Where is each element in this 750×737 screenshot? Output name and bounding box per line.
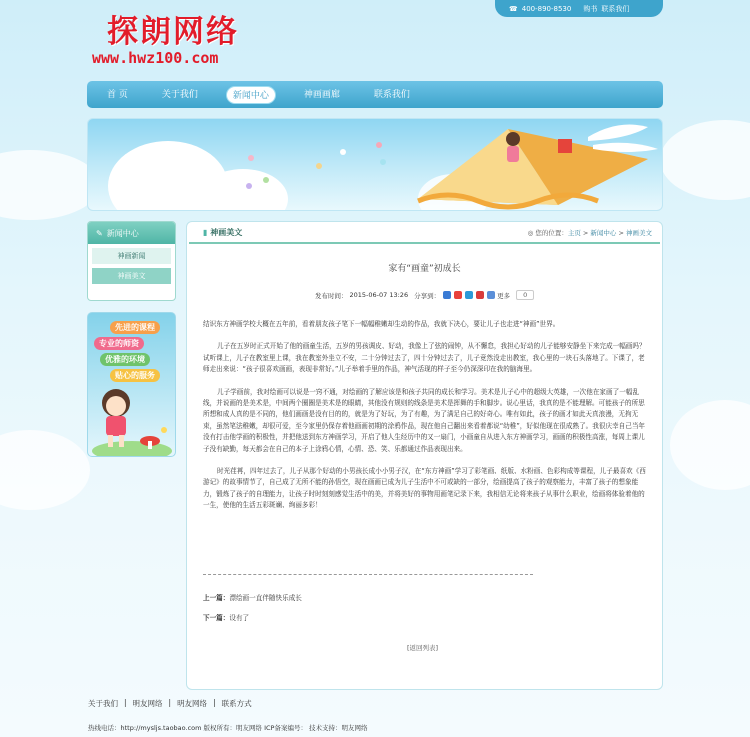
next-label: 下一篇： [203, 614, 230, 622]
back-to-list-link[interactable]: [返回列表] [407, 644, 439, 652]
footer-link-partner-2[interactable]: 明友网络 [177, 699, 208, 708]
logo-text: 探朗网络 [107, 14, 239, 50]
article-body [203, 319, 649, 523]
nav-item-gallery[interactable]: 神画画廊 [303, 89, 340, 100]
footer-links [88, 698, 252, 709]
share-renren-icon[interactable] [476, 291, 484, 299]
next-article-link[interactable]: 设有了 [229, 614, 250, 622]
background-cloud [660, 120, 750, 200]
footer-sep: | [213, 698, 216, 707]
article-paragraph: 儿子学画前，我对绘画可以说是一窍不通，对绘画的了解应该是和孩子共同的成长和学习。美术是儿子心中的超级大英雄，一次他在家画了一幅乱线，并说画的是美术是，中间两个圈圈是美术是的眼睛，其他没有规则的线条是美术是挥舞的手和脚步。说心里话，我真的是不能理解。可能孩子的所思所想和成人真的是不同的，他们画画是没有目的的，就是为了好玩，为了有趣，为了满足自己的好奇心。唯有如此，孩子的画才如此天真浪漫，无拘无束，虽然笔法稚嫩，却很可爱，至今家里仍保存着他画画初期的涂鸦作品，现在他自己翻出来看着都说“幼稚”，好似他现在很成熟了。我很庆幸自己当年没有打击他学画的积极性，并把他送到东方神画学习，开启了他人生经历中的又一扇门，小画童自从进入东方神画学习，画画的积极性高涨，每周上课儿子没有缺勤，每天都会在自己的本子上涂鸦心情，心情、恐、笑、乐都通过作品表现出来。 [203, 387, 646, 453]
footer-link-about[interactable]: 关于我们 [88, 699, 118, 708]
top-link-buy[interactable]: 购书 [583, 4, 598, 13]
nav-item-contact[interactable]: 联系我们 [373, 89, 410, 100]
breadcrumb-prefix: 您的位置： [535, 228, 568, 237]
footer-sep: | [124, 698, 127, 707]
location-icon: ◎ [527, 228, 534, 237]
share-weibo-icon[interactable] [454, 291, 462, 299]
divider [203, 574, 533, 575]
share-count: 0 [516, 290, 534, 300]
promo-line: 优雅的环境 [100, 353, 150, 366]
publish-label: 发布时间： [315, 291, 348, 300]
section-title-text: 神画美文 [210, 227, 243, 237]
sidebar-menu [87, 221, 176, 301]
sidebar-promo-banner [87, 312, 176, 457]
hero-banner [87, 118, 663, 211]
next-article [203, 612, 249, 622]
sidebar-title: 新闻中心 [106, 228, 139, 238]
footer-link-contact[interactable]: 联系方式 [221, 699, 252, 708]
prev-article-link[interactable]: 漂绘画一直伴随快乐成长 [229, 594, 302, 602]
main-nav [87, 81, 663, 108]
breadcrumb-articles[interactable]: 神画美文 [626, 228, 652, 237]
nav-item-home[interactable]: 首 页 [107, 89, 128, 100]
logo-url: www.hwz100.com [92, 49, 219, 67]
footer-link-partner[interactable]: 明友网络 [132, 699, 163, 708]
promo-line: 贴心的服务 [110, 369, 160, 382]
panel-header [189, 222, 660, 244]
nav-item-about[interactable]: 关于我们 [161, 89, 198, 100]
pencil-icon: ✎ [96, 228, 103, 238]
paper-boat-illustration [88, 119, 663, 211]
background-cloud [0, 150, 100, 220]
background-cloud [0, 430, 90, 510]
share-qzone-icon[interactable] [443, 291, 451, 299]
phone-number: 400-890-8530 [521, 4, 572, 13]
sidebar-item-articles[interactable]: 神画美文 [92, 268, 171, 284]
section-title [203, 227, 242, 238]
nav-item-news[interactable]: 新闻中心 [226, 86, 276, 104]
publish-time: 2015-06-07 13:26 [349, 291, 409, 299]
share-tqq-icon[interactable] [465, 291, 473, 299]
article-paragraph: 儿子在五岁时正式开始了他的画童生活，五岁的男孩调皮、好动，我像上了弦的闹钟，从不懈怠，我担心好动的儿子能够安静坐下来完成一幅画吗？试听课上，儿子在教室里上课，我在教室外坐立不安，二十分钟过去了，四十分钟过去了，儿子竟然没走出教室，我心里的一块石头落地了。下课了，老师走出来说：“孩子很喜欢画画，表现非常好。”儿子举着手里的作品，神气活现的样子至今仍深深印在我的脑海里。 [203, 342, 646, 374]
prev-article [203, 592, 302, 602]
breadcrumb: ◎ 您的位置：主页 > 新闻中心 > 神画美文 [527, 228, 652, 237]
article-paragraph: 结识东方神画学校大概在五年前，看着朋友孩子笔下一幅幅稚嫩却生动的作品，我就下决心，要让儿子也走进“神画”世界。 [203, 320, 560, 328]
top-link-contact[interactable]: 联系我们 [601, 4, 630, 13]
background-cloud [670, 400, 750, 490]
article-panel [186, 221, 663, 690]
promo-line: 专业的师资 [94, 337, 144, 350]
top-contact-bar [495, 0, 663, 17]
footer-sep: | [168, 698, 172, 707]
sidebar-header [88, 222, 175, 244]
footer-info: 热线电话：http://mysljs.taobao.com 版权所有：明友网络 ICP备案编号： 技术支持：明友网络 [88, 724, 368, 732]
promo-line: 先进的课程 [110, 321, 160, 334]
phone-icon: ☎ [509, 4, 518, 13]
article-title: 家有“画童”初成长 [388, 264, 461, 274]
girl-illustration [88, 313, 176, 457]
article-meta [315, 290, 534, 300]
breadcrumb-news[interactable]: 新闻中心 [590, 228, 617, 237]
prev-label: 上一篇： [203, 594, 230, 602]
article-paragraph: 时光荏苒，四年过去了，儿子从那个好动的小男孩长成小小男子汉，在“东方神画”学习了彩笔画、纸版、水粉画、色彩构成等课程，儿子最喜欢《西游记》的故事情节了，自己成了无所不能的孙悟空，现在画画已成为儿子生活中不可或缺的一部分，绘画提高了孩子的观察能力，丰富了孩子的想象能力，锻炼了孩子的自理能力，让孩子时时刻刻感觉生活中的美，并将美好的事物用画笔记录下来，我相信无论将来孩子从事什么职业，绘画将体验着他的一生，使他的生活五彩斑斓、绚丽多彩！ [203, 467, 646, 510]
share-more-label[interactable]: 更多 [497, 291, 511, 300]
sidebar-item-news[interactable]: 神画新闻 [92, 248, 171, 264]
breadcrumb-home[interactable]: 主页 [567, 228, 581, 237]
share-more-icon[interactable] [487, 291, 495, 299]
share-label: 分享到： [414, 291, 441, 300]
bar-chart-icon: ▮ [203, 227, 208, 237]
